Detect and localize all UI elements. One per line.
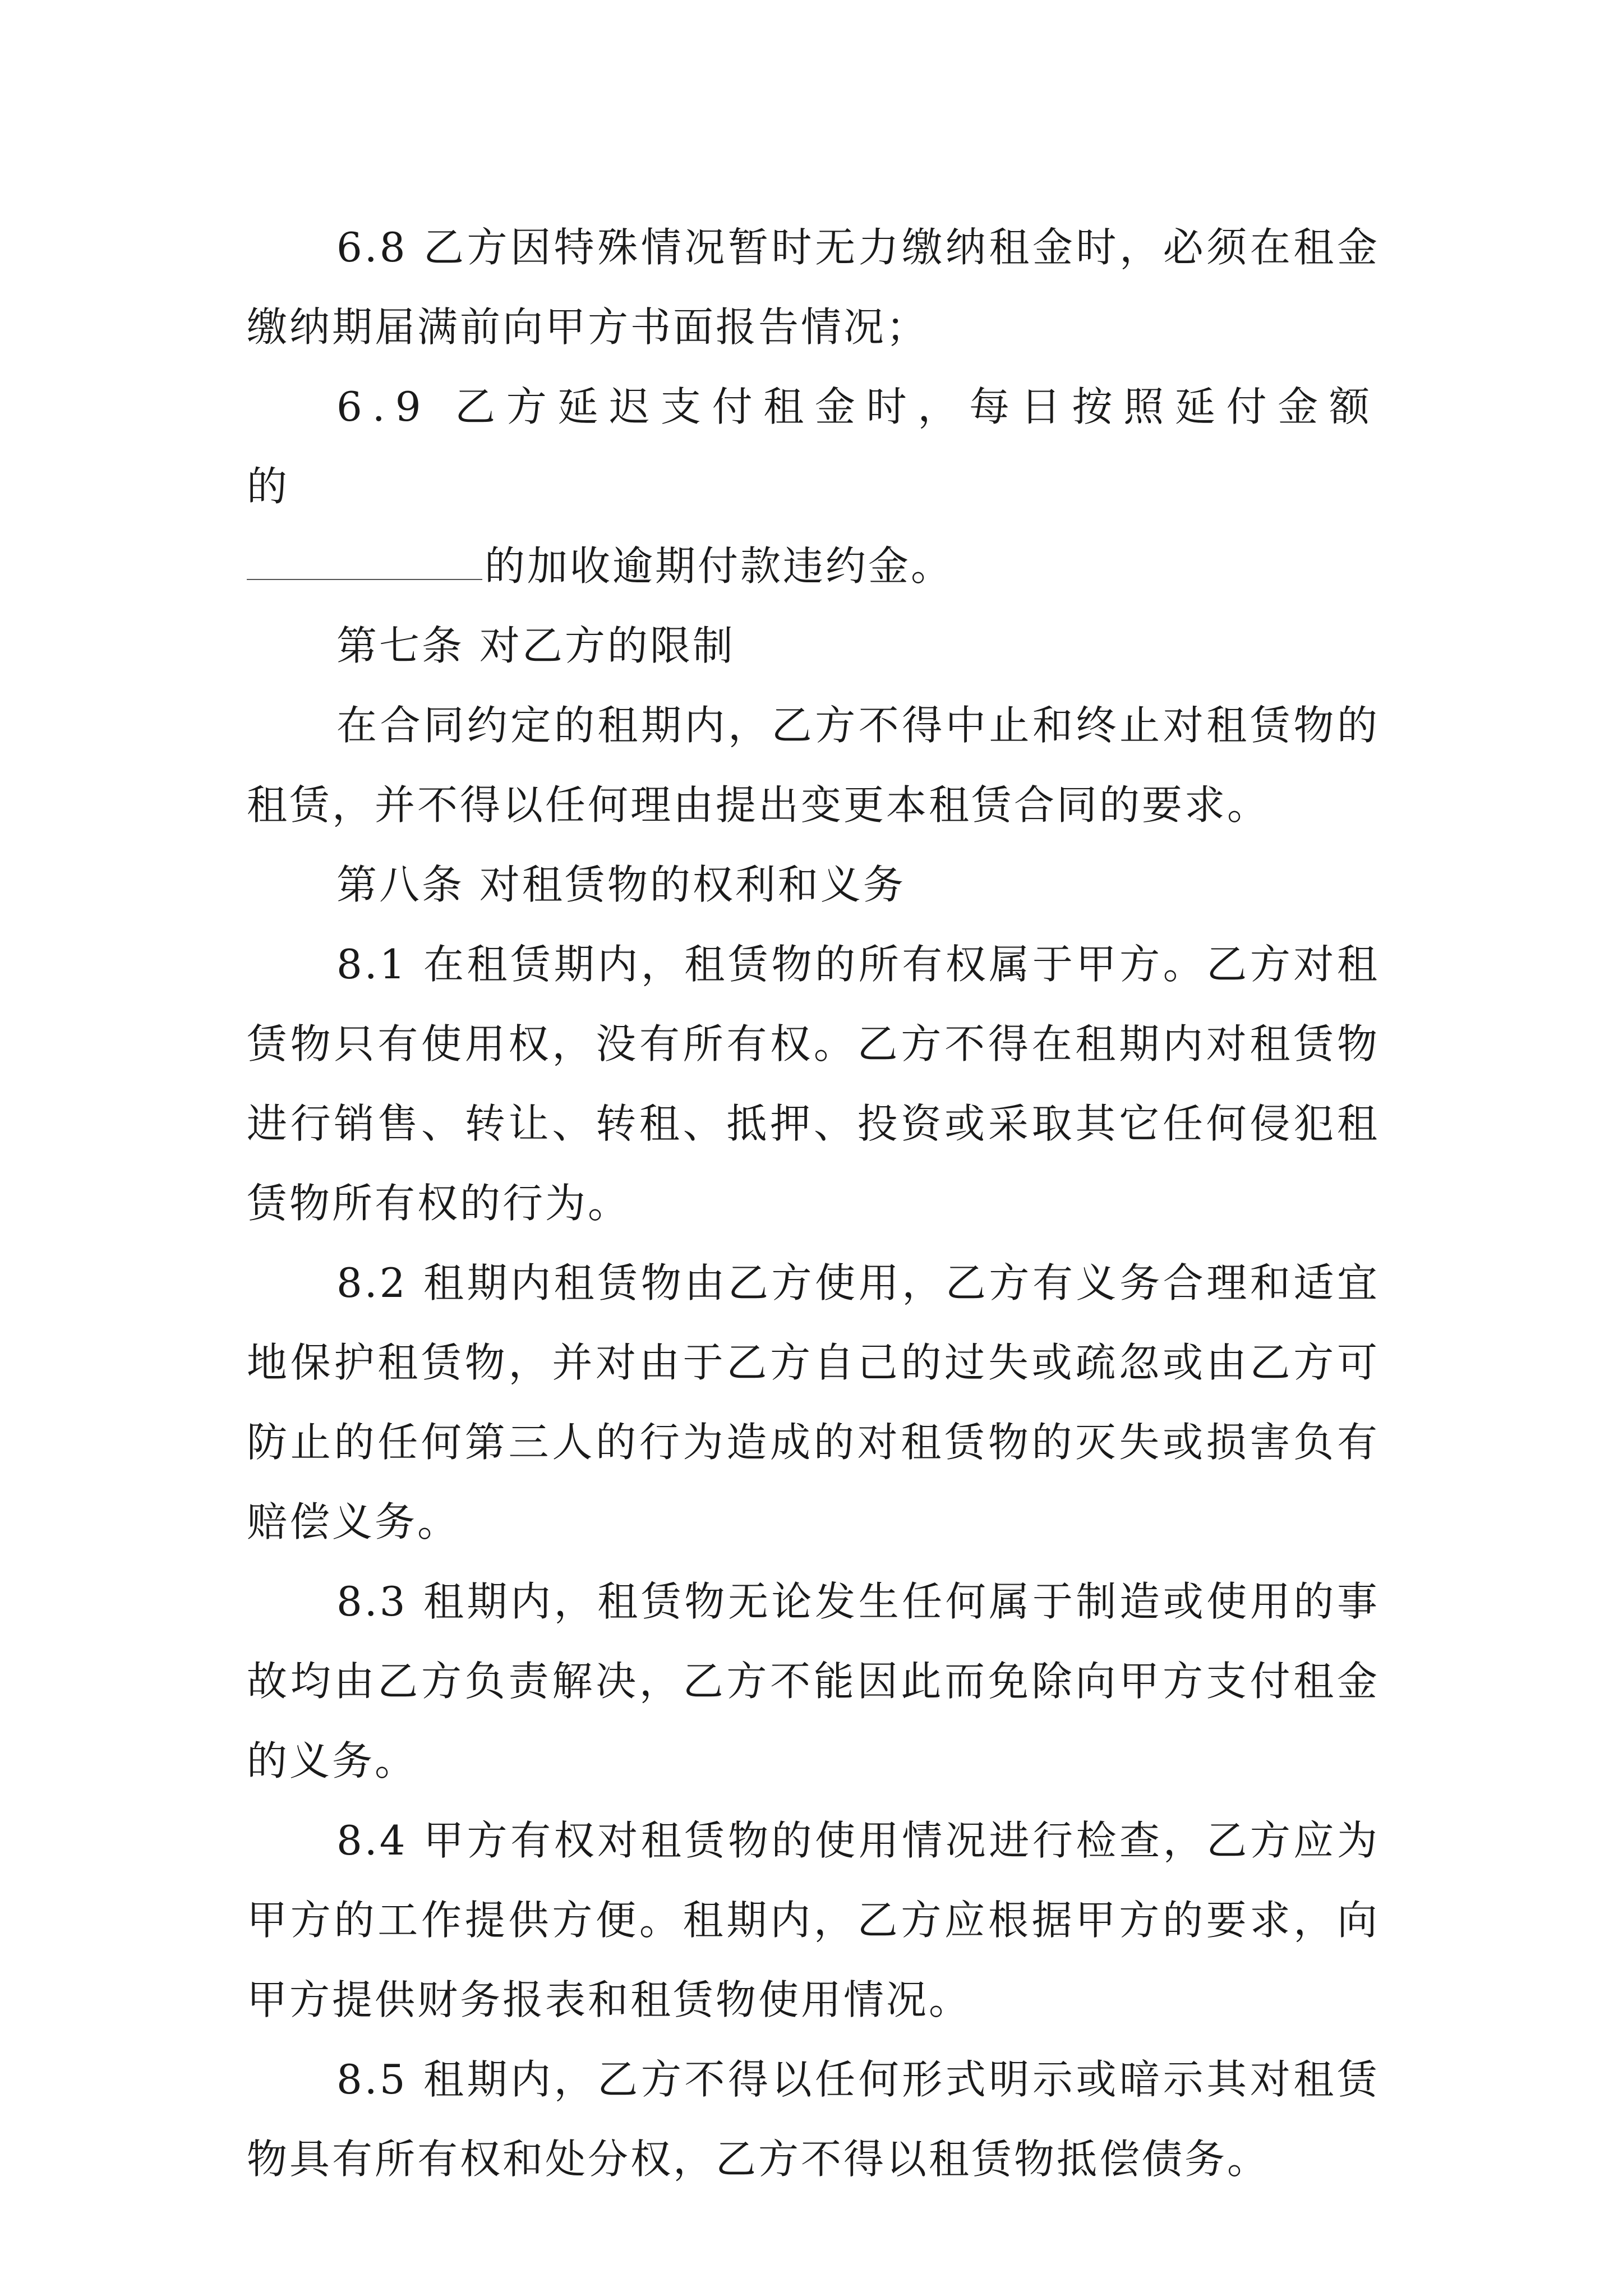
clause-6-8: 6.8 乙方因特殊情况暂时无力缴纳租金时，必须在租金缴纳期届满前向甲方书面报告情况； [247,224,1380,351]
clause-8-1: 8.1 在租赁期内，租赁物的所有权属于甲方。乙方对租赁物只有使用权，没有所有权。乙方不得在租期内对租赁物进行销售、转让、转租、抵押、投资或采取其它任何侵犯租赁物所有权的行为。 [247,941,1380,1227]
clause-8-4: 8.4 甲方有权对租赁物的使用情况进行检查，乙方应为甲方的工作提供方便。租期内，乙方应根据甲方的要求，向甲方提供财务报表和租赁物使用情况。 [247,1817,1380,2023]
article-7-body: 在合同约定的租期内，乙方不得中止和终止对租赁物的租赁，并不得以任何理由提出变更本租赁合同的要求。 [247,702,1380,829]
clause-8-2: 8.2 租期内租赁物由乙方使用，乙方有义务合理和适宜地保护租赁物，并对由于乙方自己的过失或疏忽或由乙方可防止的任何第三人的行为造成的对租赁物的灭失或损害负有赔偿义务。 [247,1259,1380,1545]
clause-6-9-first: 6.9 乙方延迟支付租金时，每日按照延付金额的 [247,383,1380,510]
late-fee-rate-blank [247,545,482,580]
article-7-title: 第七条 对乙方的限制 [336,622,735,669]
clause-6-9-second: 的加收逾期付款违约金。 [485,542,954,590]
clause-8-3: 8.3 租期内，租赁物无论发生任何属于制造或使用的事故均由乙方负责解决，乙方不能因此而免除向甲方支付租金的义务。 [247,1578,1380,1784]
clause-8-5: 8.5 租期内，乙方不得以任何形式明示或暗示其对租赁物具有所有权和处分权，乙方不得以租赁物抵偿债务。 [247,2056,1380,2183]
document-body [247,208,1380,2199]
article-8-title: 第八条 对租赁物的权利和义务 [336,861,906,908]
clause-6-9 [247,367,1380,606]
